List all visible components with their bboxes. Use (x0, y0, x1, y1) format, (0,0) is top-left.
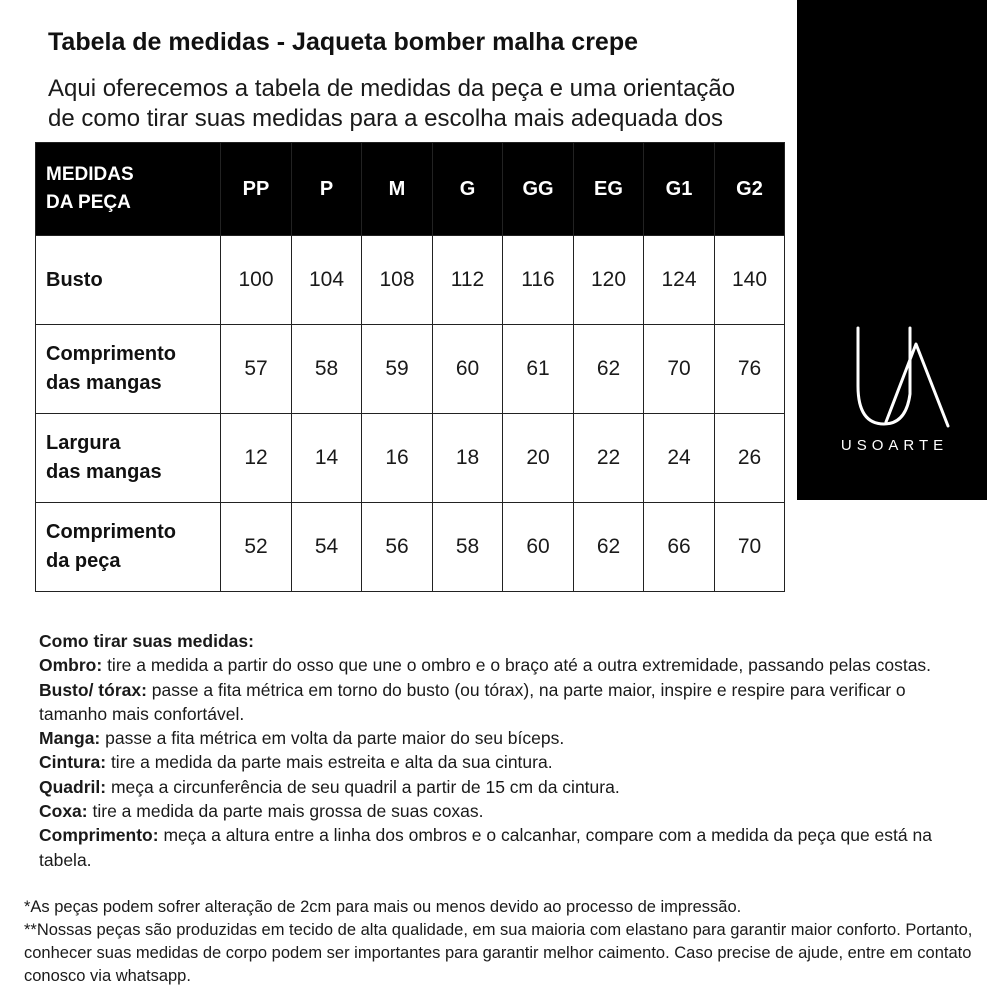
size-table (35, 142, 785, 592)
table-cell: 59 (362, 325, 433, 414)
size-header: P (292, 143, 362, 236)
measuring-guide (39, 629, 969, 872)
row-label-line: das mangas (46, 461, 162, 483)
guide-item (39, 726, 969, 750)
table-cell: 108 (362, 236, 433, 325)
row-label-line: Largura (46, 432, 121, 454)
table-row (36, 236, 785, 325)
guide-term: Comprimento: (39, 825, 159, 846)
row-label-line: Busto (46, 268, 103, 291)
table-cell: 70 (715, 503, 785, 592)
guide-term: Quadril: (39, 776, 107, 797)
size-header: G (433, 143, 503, 236)
table-cell: 60 (503, 503, 574, 592)
table-cell: 22 (574, 414, 644, 503)
table-row (36, 503, 785, 592)
table-cell: 70 (644, 325, 715, 414)
guide-text: tire a medida da parte mais grossa de suas coxas. (87, 801, 484, 822)
corner-line: MEDIDAS (46, 164, 134, 185)
size-header: M (362, 143, 433, 236)
table-cell: 12 (221, 414, 292, 503)
guide-text: tire a medida da parte mais estreita e alta da sua cintura. (106, 752, 553, 773)
table-cell: 116 (503, 236, 574, 325)
table-cell: 104 (292, 236, 362, 325)
table-row (36, 414, 785, 503)
guide-item (39, 678, 969, 727)
footnote: **Nossas peças são produzidas em tecido de alta qualidade, em sua maioria com elastano para garantir maior conforto. Portanto, conhecer suas medidas de corpo podem ser importantes para garantir melhor caimento. Caso precise de ajude, entre em contato conosco via whatsapp. (24, 921, 973, 985)
table-cell: 24 (644, 414, 715, 503)
table-cell: 56 (362, 503, 433, 592)
table-cell: 120 (574, 236, 644, 325)
table-cell: 140 (715, 236, 785, 325)
guide-term: Manga: (39, 728, 101, 749)
brand-name: USOARTE (840, 437, 949, 454)
table-cell: 16 (362, 414, 433, 503)
table-cell: 54 (292, 503, 362, 592)
table-cell: 26 (715, 414, 785, 503)
footnote: *As peças podem sofrer alteração de 2cm para mais ou menos devido ao processo de impressão. (24, 898, 742, 916)
table-cell: 100 (221, 236, 292, 325)
footnotes (24, 896, 984, 988)
table-cell: 62 (574, 325, 644, 414)
table-cell: 62 (574, 503, 644, 592)
table-cell: 58 (292, 325, 362, 414)
corner-line: DA PEÇA (46, 192, 131, 213)
table-cell: 124 (644, 236, 715, 325)
guide-item (39, 750, 969, 774)
table-cell: 57 (221, 325, 292, 414)
table-cell: 112 (433, 236, 503, 325)
row-label (36, 236, 221, 325)
guide-term: Cintura: (39, 752, 107, 773)
size-header: GG (503, 143, 574, 236)
guide-item (39, 799, 969, 823)
row-label (36, 414, 221, 503)
row-label (36, 503, 221, 592)
size-header: EG (574, 143, 644, 236)
table-header-row (36, 143, 785, 236)
size-header: G2 (715, 143, 785, 236)
table-cell: 14 (292, 414, 362, 503)
guide-text: tire a medida a partir do osso que une o ombro e o braço até a outra extremidade, passando pelas costas. (102, 655, 932, 676)
guide-item (39, 823, 969, 872)
row-label-line: das mangas (46, 372, 162, 394)
table-cell: 60 (433, 325, 503, 414)
table-cell: 76 (715, 325, 785, 414)
guide-term: Ombro: (39, 655, 103, 676)
size-header: G1 (644, 143, 715, 236)
guide-text: passe a fita métrica em volta da parte maior do seu bíceps. (100, 728, 565, 749)
row-label (36, 325, 221, 414)
ua-monogram-icon (854, 322, 950, 432)
guide-item (39, 653, 969, 677)
guide-term: Coxa: (39, 801, 88, 822)
intro-line: Aqui oferecemos a tabela de medidas da peça e uma orientação (48, 75, 736, 102)
table-cell: 66 (644, 503, 715, 592)
intro-line: de como tirar suas medidas para a escolha mais adequada dos (48, 105, 724, 132)
row-label-line: Comprimento (46, 343, 176, 365)
table-row (36, 325, 785, 414)
intro-text (48, 74, 788, 134)
page-title: Tabela de medidas - Jaqueta bomber malha crepe (48, 28, 639, 56)
guide-term: Busto/ tórax: (39, 679, 147, 700)
table-cell: 58 (433, 503, 503, 592)
size-header: PP (221, 143, 292, 236)
guide-text: meça a altura entre a linha dos ombros e o calcanhar, compare com a medida da peça que está na tabela. (39, 825, 932, 870)
table-cell: 18 (433, 414, 503, 503)
guide-text: meça a circunferência de seu quadril a partir de 15 cm da cintura. (106, 776, 620, 797)
table-cell: 52 (221, 503, 292, 592)
row-label-line: da peça (46, 550, 121, 572)
guide-item (39, 775, 969, 799)
table-cell: 20 (503, 414, 574, 503)
guide-heading: Como tirar suas medidas: (39, 631, 254, 651)
header-corner (36, 143, 221, 236)
table-cell: 61 (503, 325, 574, 414)
row-label-line: Comprimento (46, 521, 176, 543)
guide-text: passe a fita métrica em torno do busto (ou tórax), na parte maior, inspire e respire para verificar o tamanho mais confortável. (39, 679, 906, 724)
